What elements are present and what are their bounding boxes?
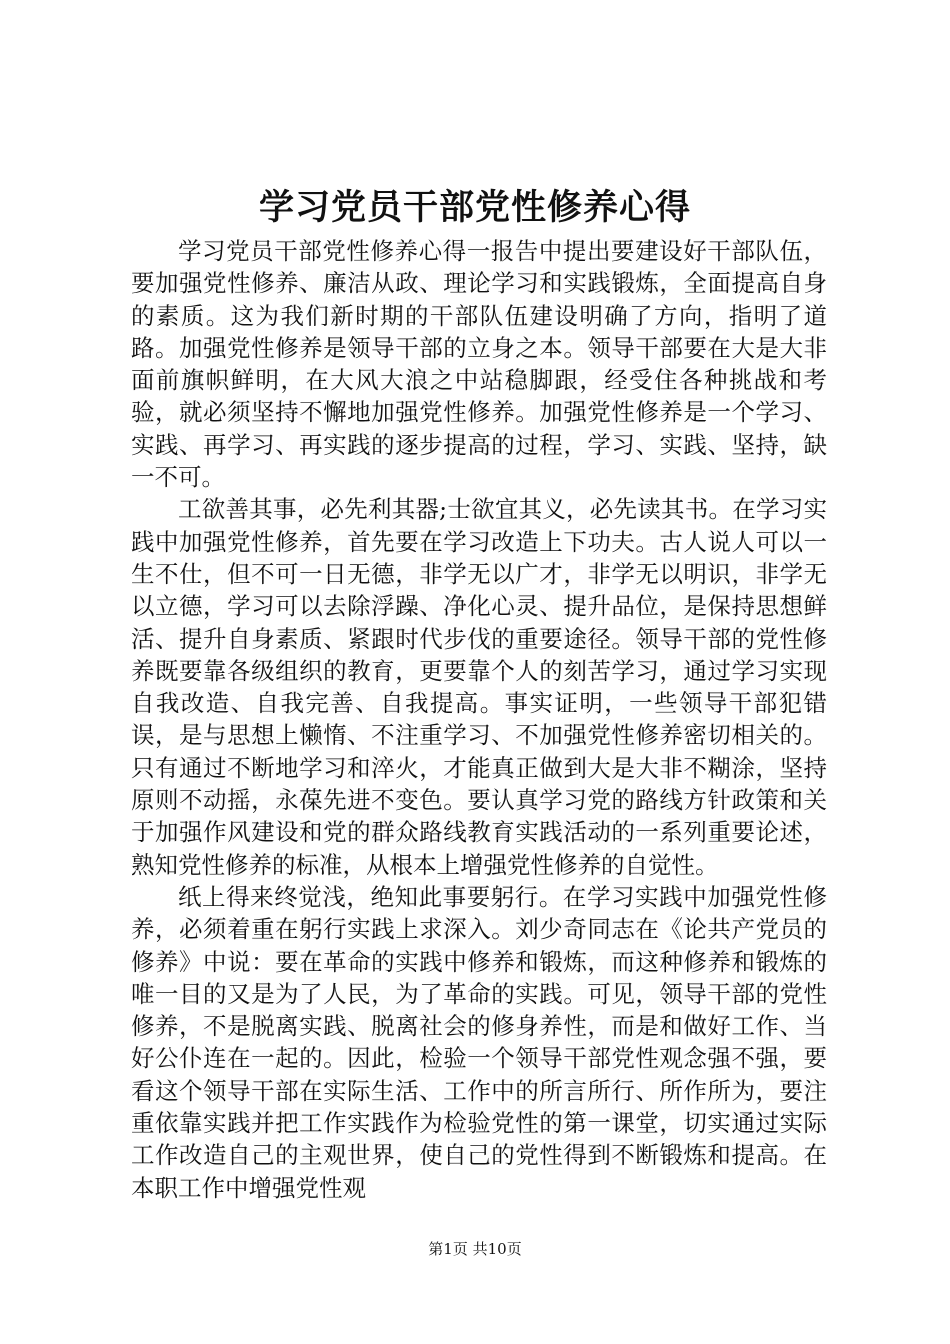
- page-footer: 第1页 共10页: [428, 1240, 522, 1258]
- paragraph-3: 纸上得来终觉浅，绝知此事要躬行。在学习实践中加强党性修养，必须着重在躬行实践上求深入。刘少奇同志在《论共产党员的修养》中说：要在革命的实践中修养和锻炼，而这种修养和锻炼的唯一目的又是为了人民，为了革命的实践。可见，领导干部的党性修养，不是脱离实践、脱离社会的修身养性，而是和做好工作、当好公仆连在一起的。因此，检验一个领导干部党性观念强不强，要看这个领导干部在实际生活、工作中的所言所行、所作所为，要注重依靠实践并把工作实践作为检验党性的第一课堂，切实通过实际工作改造自己的主观世界，使自己的党性得到不断锻炼和提高。在本职工作中增强党性观: [131, 882, 827, 1202]
- paragraph-1: 学习党员干部党性修养心得一报告中提出要建设好干部队伍，要加强党性修养、廉洁从政、理论学习和实践锻炼，全面提高自身的素质。这为我们新时期的干部队伍建设明确了方向，指明了道路。加强党性修养是领导干部的立身之本。领导干部要在大是大非面前旗帜鲜明，在大风大浪之中站稳脚跟，经受住各种挑战和考验，就必须坚持不懈地加强党性修养。加强党性修养是一个学习、实践、再学习、再实践的逐步提高的过程，学习、实践、坚持，缺一不可。: [131, 237, 827, 492]
- document-body: [131, 235, 827, 1204]
- paragraph-2: 工欲善其事，必先利其器;士欲宜其义，必先读其书。在学习实践中加强党性修养，首先要在学习改造上下功夫。古人说人可以一生不仕，但不可一日无德，非学无以广才，非学无以明识，非学无以立德，学习可以去除浮躁、净化心灵、提升品位，是保持思想鲜活、提升自身素质、紧跟时代步伐的重要途径。领导干部的党性修养既要靠各级组织的教育，更要靠个人的刻苦学习，通过学习实现自我改造、自我完善、自我提高。事实证明，一些领导干部犯错误，是与思想上懒惰、不注重学习、不加强党性修养密切相关的。只有通过不断地学习和淬火，才能真正做到大是大非不糊涂，坚持原则不动摇，永葆先进不变色。要认真学习党的路线方针政策和关于加强作风建设和党的群众路线教育实践活动的一系列重要论述，熟知党性修养的标准，从根本上增强党性修养的自觉性。: [131, 495, 827, 879]
- document-title: 学习党员干部党性修养心得: [258, 187, 691, 228]
